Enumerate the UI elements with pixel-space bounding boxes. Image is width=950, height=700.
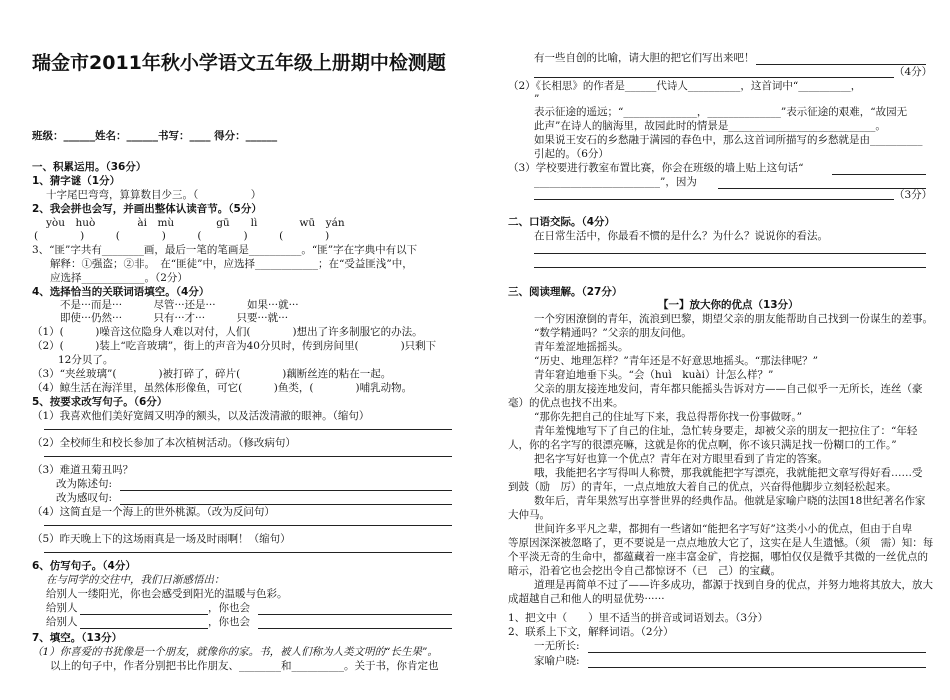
r2-close-quote: ” [534, 93, 540, 105]
passage-line: “历史、地理怎样？”青年还是不好意思地摇头。“那法律呢？” [534, 355, 818, 367]
answer-line[interactable] [832, 173, 926, 175]
answer-line[interactable] [80, 613, 208, 615]
r1-text: 有一些自创的比喻，请大胆的把它们写出来吧！ [534, 52, 755, 64]
q4-item-4: （4）鲸生活在海洋里，虽然体形像鱼，可它( )鱼类，( )哺乳动物。 [32, 382, 413, 394]
passage-line: 到鼓（励 厉）的青年，一点点地放大着自己的优点，兴奋得他脚步立刻轻松起来。 [508, 481, 897, 493]
answer-line[interactable] [44, 455, 452, 457]
answer-line[interactable] [80, 627, 208, 629]
q7-item-1: （1）你喜爱的书犹像是一个朋友，就像你的家。书，被人们称为人类文明的“长生果”。 [32, 646, 438, 658]
q5-item-1: （1）我喜欢他们美好宽阔又明净的额头，以及活泼清澈的眼神。（缩句） [32, 410, 370, 422]
answer-line[interactable] [120, 503, 452, 505]
q3-line-1: 3、“匪”字共有________画，最后一笔的笔画是__________。“匪”字在字典中有以下 [32, 244, 418, 256]
q1-title: 1、猜字谜（1分） [32, 175, 121, 187]
passage-line: 哦，我能把名字写得叫人称赞，那我就能把字写漂亮，我就能把文章写得好看……受 [534, 467, 923, 479]
student-info-line: 班级：______姓名：______书写：____ 得分：______ [32, 130, 278, 142]
answer-line[interactable] [534, 76, 894, 78]
answer-line[interactable] [258, 613, 452, 615]
q5-item-3-a: 改为陈述句: [56, 478, 113, 490]
q4-words-1: 不是···而是··· 尽管···还是··· 如果···就··· [60, 299, 299, 311]
answer-line[interactable] [120, 489, 452, 491]
q2-pinyin: yòu huò ài mù gū lì wū yán [46, 217, 345, 229]
q3-line-3: 应选择____________。（2分） [50, 272, 188, 284]
passage-line: “数学精通吗？”父亲的朋友问他。 [534, 327, 692, 339]
answer-line[interactable] [534, 252, 926, 254]
passage-line: 毫）的优点也找不出来。 [508, 397, 624, 409]
passage-1-title: 【一】放大你的优点（13分） [658, 299, 799, 311]
q2-title: 2、我会拼也会写，并画出整体认读音节。（5分） [32, 203, 262, 215]
passage-line: 青年羞涩地摇摇头。 [534, 341, 629, 353]
q6-title: 6、仿写句子。（4分） [32, 560, 136, 572]
passage-line: 数年后，青年果然写出享誉世界的经典作品。他就是家喻户晓的法国18世纪著名作家 [534, 495, 926, 507]
r2-text: （2）《长相思》的作者是______代诗人__________，这首词中“__________， [508, 80, 862, 92]
passage-line: 暗示，沿着它也会挖出令自己都惊讶不（已 己）的宝藏。 [508, 565, 781, 577]
section-2-heading: 二、口语交际。（4分） [508, 216, 616, 228]
answer-line[interactable] [44, 428, 452, 430]
rq2-item-2: 家喻户晓: [534, 655, 580, 667]
q6-line-1-label: 给别人 [46, 602, 78, 614]
rq1-text: 1、把文中（ ）里不适当的拼音或词语划去。（3分） [508, 612, 769, 624]
q4-item-3: （3）“夹丝玻璃”( )被打碎了，碎片( )藕断丝连的粘在一起。 [32, 368, 392, 380]
section-3-heading: 三、阅读理解。（27分） [508, 286, 623, 298]
passage-line: 等原因深深被忽略了，更不要说是一点点地放大它了，这实在是人生遗憾。（须 需）知：每 [508, 537, 934, 549]
passage-line: 人，你的名字写的很漂亮嘛，这就是你的优点啊，你不该只满足找一份糊口的工作。” [508, 439, 897, 451]
q5-item-3: （3）难道丑菊丑吗？ [32, 464, 134, 476]
passage-line: 道理是再简单不过了——许多成功，都源于找到自身的优点，并努力地将其放大，放大 [534, 579, 933, 591]
passage-line: 大仲马。 [508, 509, 550, 521]
section-1-heading: 一、积累运用。（36分） [32, 161, 147, 173]
q4-item-2: （2）( )装上“吃音玻璃”，街上的声音为40分贝时，传到房间里( )只剩下 [32, 340, 437, 352]
q7-item-1-cont: 以上的句子中，作者分别把书比作朋友、________和__________。关于书，你肯定也 [50, 660, 439, 672]
r9-score: （3分） [894, 189, 933, 201]
answer-line[interactable] [534, 198, 894, 200]
passage-line: 青年窘迫地垂下头。“会（huì kuài）计怎么样？” [534, 369, 774, 381]
q2-blanks: ( ) ( ) ( ) ( ) [34, 230, 330, 242]
r6-text: 引起的。（6分） [534, 148, 609, 160]
r8-text: ________________________”，因为 [534, 176, 697, 188]
answer-line[interactable] [588, 666, 926, 668]
r4-text: 此声”在诗人的脑海里，故园此时的情景是____________________________。 [534, 120, 886, 132]
passage-line: 把名字写好也算一个优点？青年在对方眼里看到了肯定的答案。 [534, 453, 828, 465]
rq2-item-1: 一无所长: [534, 640, 580, 652]
q5-item-5: （5）昨天晚上下的这场雨真是一场及时雨啊！（缩句） [32, 533, 291, 545]
q6-line-2-label-2: ，你也会 [208, 616, 250, 628]
r5-text: 如果说王安石的乡愁融于满园的春色中，那么这首词所描写的乡愁就是由__________ [534, 134, 923, 146]
r1-score: （4分） [894, 66, 933, 78]
q4-item-2-cont: 12分贝了。 [58, 354, 114, 366]
passage-line: 成超越自己和他人的明显优势······ [508, 593, 665, 605]
passage-line: 父亲的朋友接连地发问，青年都只能摇头告诉对方——自己似乎一无所长，连丝（豪 [534, 383, 923, 395]
answer-line[interactable] [44, 524, 452, 526]
rq2-text: 2、联系上下文，解释词语。（2分） [508, 626, 674, 638]
q6-line-1-label-2: ，你也会 [208, 602, 250, 614]
q4-item-1: （1）( )噪音这位隐身人难以对付，人们( )想出了许多制服它的办法。 [32, 326, 423, 338]
q5-item-3-b: 改为感叹句: [56, 492, 113, 504]
q3-line-2: 解释：①强盗；②非。 在“匪徒”中，应选择____________；在“受益匪浅”中， [50, 258, 413, 270]
q6-intro: 在与同学的交往中，我们日渐感悟出： [46, 574, 225, 586]
q1-riddle: 十字尾巴弯弯，算算数目少三。（ ） [46, 189, 262, 201]
passage-line: 个平淡无奇的生命中，都蕴藏着一座丰富金矿，肯挖掘，哪怕仅仅是微乎其微的一丝优点的 [508, 551, 928, 563]
answer-line[interactable] [534, 266, 926, 268]
q7-title: 7、填空。（13分） [32, 632, 123, 644]
answer-line[interactable] [44, 551, 452, 553]
s2-prompt: 在日常生活中，你最看不惯的是什么？为什么？说说你的看法。 [534, 230, 828, 242]
q6-example: 给别人一缕阳光，你也会感受到阳光的温暖与色彩。 [46, 588, 288, 600]
answer-line[interactable] [258, 627, 452, 629]
q4-words-2: 即使···仍然··· 只有···才··· 只要···就··· [60, 312, 289, 324]
r3-text: 表示征途的遥远；“______________，______________”表示征途的艰难，“故园无 [534, 106, 908, 118]
answer-line[interactable] [588, 651, 926, 653]
passage-line: 青年羞愧地写下了自己的住址，急忙转身要走，却被父亲的朋友一把拉住了：“年轻 [534, 425, 918, 437]
q5-item-2: （2）全校师生和校长参加了本次植树活动。（修改病句） [32, 437, 296, 449]
q4-title: 4、选择恰当的关联词语填空。（4分） [32, 286, 210, 298]
answer-line[interactable] [756, 63, 926, 65]
q6-line-2-label: 给别人 [46, 616, 78, 628]
passage-line: 世间许多平凡之辈，都拥有一些诸如“能把名字写好”这类小小的优点，但由于自卑 [534, 523, 913, 535]
passage-line: “那你先把自己的住址写下来，我总得帮你找一份事做呀。” [534, 411, 802, 423]
q5-title: 5、按要求改写句子。（6分） [32, 396, 168, 408]
r7-text: （3）学校要进行教室布置比赛，你会在班级的墙上贴上这句话“ [508, 162, 804, 174]
page-title: 瑞金市2011年秋小学语文五年级上册期中检测题 [32, 52, 446, 74]
passage-line: 一个穷困潦倒的青年，流浪到巴黎，期望父亲的朋友能帮助自己找到一份谋生的差事。 [534, 313, 933, 325]
q5-item-4: （4）这简直是一个海上的世外桃源。（改为反问句） [32, 506, 275, 518]
